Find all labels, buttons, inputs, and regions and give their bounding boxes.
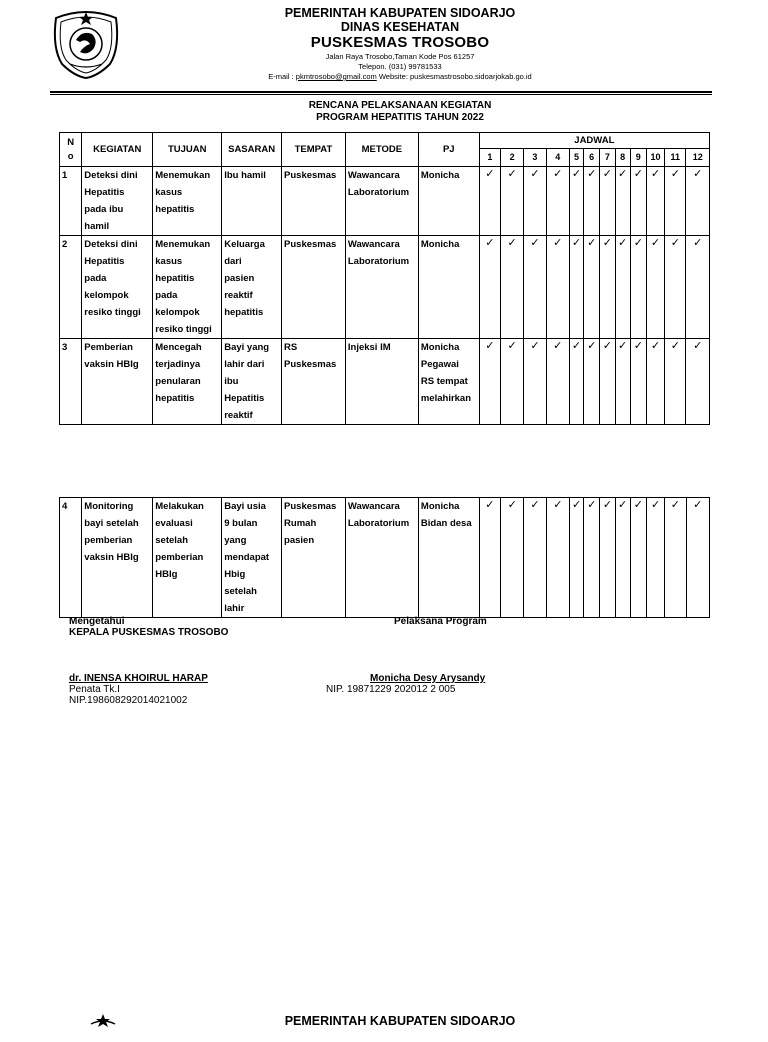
header-tempat: TEMPAT [282, 133, 346, 167]
check-mark-month-7: ✓ [600, 236, 615, 339]
header-month-5: 5 [569, 149, 583, 167]
cell-pj-line: Pegawai [420, 359, 459, 370]
check-mark-month-11: ✓ [665, 167, 686, 236]
cell-kegiatan-line: resiko tinggi [84, 307, 141, 318]
check-mark-month-2: ✓ [501, 498, 524, 618]
cell-tujuan-line: Menemukan [155, 170, 211, 181]
cell-tujuan-line: evaluasi [155, 518, 193, 529]
check-mark-month-1: ✓ [479, 498, 500, 618]
cell-tujuan-line: HBIg [155, 569, 178, 580]
check-mark-month-2: ✓ [500, 339, 523, 425]
check-mark-month-7: ✓ [600, 498, 615, 618]
cell-kegiatan [82, 339, 153, 425]
cell-sasaran [222, 498, 282, 618]
cell-kegiatan [82, 498, 153, 618]
cell-pj [418, 236, 479, 339]
head-nip: NIP.198608292014021002 [69, 695, 188, 706]
header-month-2: 2 [500, 149, 523, 167]
header-no [60, 133, 82, 167]
header-jadwal: JADWAL [479, 133, 709, 149]
check-mark-month-3: ✓ [524, 236, 546, 339]
cell-tujuan-line: resiko tinggi [155, 324, 212, 335]
check-mark-month-11: ✓ [665, 339, 686, 425]
check-mark-month-9: ✓ [630, 236, 646, 339]
check-mark-month-3: ✓ [524, 167, 546, 236]
cell-tempat [282, 236, 346, 339]
cell-kegiatan-line: Deteksi dini [84, 239, 138, 250]
check-mark-month-4: ✓ [546, 236, 569, 339]
cell-sasaran-line: dari [224, 256, 242, 267]
check-mark-month-4: ✓ [546, 167, 569, 236]
cell-pj-line: Monicha [420, 239, 460, 250]
cell-tempat-line: Puskesmas [284, 501, 337, 512]
cell-metode [345, 498, 418, 618]
cell-tujuan-line: penularan [155, 376, 201, 387]
cell-sasaran-line: setelah [224, 586, 257, 597]
header-month-1: 1 [479, 149, 500, 167]
next-page-government-name: PEMERINTAH KABUPATEN SIDOARJO [284, 1014, 516, 1028]
header-month-7: 7 [600, 149, 615, 167]
cell-pj [418, 498, 479, 618]
header-month-10: 10 [646, 149, 664, 167]
cell-kegiatan-line: vaksin HBIg [84, 552, 139, 563]
cell-metode [345, 339, 418, 425]
check-mark-month-6: ✓ [584, 498, 600, 618]
check-mark-month-7: ✓ [600, 167, 615, 236]
check-mark-month-8: ✓ [615, 236, 630, 339]
cell-sasaran-line: lahir dari [224, 359, 265, 370]
header-month-4: 4 [546, 149, 569, 167]
check-mark-month-5: ✓ [569, 167, 583, 236]
cell-tempat-line: RS [284, 342, 298, 353]
cell-tujuan-line: Menemukan [155, 239, 211, 250]
check-mark-month-1: ✓ [479, 167, 500, 236]
check-mark-month-6: ✓ [584, 339, 600, 425]
cell-tempat-line: Puskesmas [284, 359, 337, 370]
cell-sasaran-line: mendapat [224, 552, 270, 563]
cell-sasaran-line: pasien [224, 273, 255, 284]
table-row [60, 339, 710, 425]
cell-tujuan [153, 236, 222, 339]
header-pj: PJ [418, 133, 479, 167]
cell-sasaran-line: Bayi usia [224, 501, 266, 512]
email-link[interactable]: pkmtrosobo@gmail.com [295, 72, 377, 81]
check-mark-month-6: ✓ [584, 167, 600, 236]
cell-pj-line: Bidan desa [420, 518, 472, 529]
check-mark-month-11: ✓ [665, 498, 686, 618]
government-name: PEMERINTAH KABUPATEN SIDOARJO [284, 6, 516, 20]
header-tujuan: TUJUAN [153, 133, 222, 167]
cell-kegiatan-line: Monitoring [84, 501, 134, 512]
cell-no: 1 [60, 167, 82, 236]
check-mark-month-2: ✓ [500, 236, 523, 339]
cell-metode-line: Laboratorium [347, 518, 410, 529]
cell-sasaran-line: ibu [224, 376, 239, 387]
cell-pj [418, 167, 479, 236]
cell-metode-line: Laboratorium [347, 187, 410, 198]
check-mark-month-7: ✓ [600, 339, 615, 425]
check-mark-month-9: ✓ [630, 167, 646, 236]
cell-sasaran [222, 339, 282, 425]
cell-sasaran [222, 236, 282, 339]
cell-kegiatan-line: vaksin HBIg [84, 359, 139, 370]
cell-tempat-line: Rumah [284, 518, 317, 529]
cell-metode-line: Laboratorium [347, 256, 410, 267]
cell-tujuan-line: pemberian [155, 552, 204, 563]
title-line-1: RENCANA PELAKSANAAN KEGIATAN [308, 100, 492, 111]
cell-tujuan [153, 498, 222, 618]
cell-sasaran-line: reaktif [224, 290, 253, 301]
cell-pj-line: melahirkan [420, 393, 472, 404]
check-mark-month-1: ✓ [479, 236, 500, 339]
cell-kegiatan [82, 167, 153, 236]
cell-metode [345, 236, 418, 339]
check-mark-month-9: ✓ [630, 339, 646, 425]
document-title [200, 100, 600, 124]
cell-tujuan-line: hepatitis [155, 204, 195, 215]
header-month-8: 8 [615, 149, 630, 167]
check-mark-month-12: ✓ [686, 498, 709, 618]
executor-nip: NIP. 19871229 202012 2 005 [326, 684, 456, 695]
cell-sasaran-line: Bayi yang [224, 342, 270, 353]
cell-no: 2 [60, 236, 82, 339]
check-mark-month-12: ✓ [686, 339, 710, 425]
check-mark-month-12: ✓ [686, 167, 710, 236]
header-month-6: 6 [584, 149, 600, 167]
email-label: E-mail : [268, 72, 294, 81]
header-kegiatan: KEGIATAN [82, 133, 153, 167]
header-month-12: 12 [686, 149, 710, 167]
letterhead-divider [50, 91, 712, 95]
sidoarjo-emblem-logo [50, 4, 122, 80]
cell-tujuan [153, 167, 222, 236]
check-mark-month-4: ✓ [546, 339, 569, 425]
program-executor-label: Pelaksana Program [394, 616, 487, 627]
cell-tempat-line: Puskesmas [284, 239, 337, 250]
head-name: dr. INENSA KHOIRUL HARAP [69, 673, 208, 684]
head-title: KEPALA PUSKESMAS TROSOBO [69, 627, 229, 638]
cell-sasaran-line: Hbig [224, 569, 246, 580]
cell-tujuan-line: Melakukan [155, 501, 204, 512]
check-mark-month-11: ✓ [665, 236, 686, 339]
header-no-top: N [67, 136, 75, 148]
executor-name: Monicha Desy Arysandy [370, 673, 486, 684]
check-mark-month-10: ✓ [646, 498, 664, 618]
cell-sasaran-line: lahir [224, 603, 245, 614]
signatory-right [326, 673, 485, 695]
cell-no: 3 [60, 339, 82, 425]
cell-pj-line: Monicha [420, 342, 460, 353]
contact-line [200, 72, 600, 82]
title-line-2: PROGRAM HEPATITIS TAHUN 2022 [316, 112, 484, 123]
cell-kegiatan-line: Hepatitis [84, 256, 125, 267]
cell-sasaran-line: Ibu hamil [224, 170, 266, 181]
cell-tujuan-line: setelah [155, 535, 189, 546]
cell-tujuan-line: Mencegah [155, 342, 202, 353]
cell-metode-line: Wawancara [347, 239, 400, 250]
check-mark-month-8: ✓ [615, 339, 630, 425]
check-mark-month-3: ✓ [524, 339, 546, 425]
cell-tempat-line: pasien [284, 535, 315, 546]
check-mark-month-10: ✓ [646, 167, 664, 236]
cell-tempat [282, 339, 346, 425]
table-row [60, 167, 710, 236]
letterhead [200, 6, 600, 82]
cell-sasaran-line: Hepatitis [224, 393, 265, 404]
cell-kegiatan-line: Deteksi dini [84, 170, 138, 181]
check-mark-month-1: ✓ [479, 339, 500, 425]
cell-metode-line: Injeksi IM [347, 342, 391, 353]
cell-sasaran-line: Keluarga [224, 239, 265, 250]
cell-tujuan-line: hepatitis [155, 273, 195, 284]
cell-tujuan-line: kasus [155, 187, 183, 198]
cell-tempat [282, 167, 346, 236]
check-mark-month-8: ✓ [615, 498, 630, 618]
cell-pj-line: Monicha [420, 501, 460, 512]
activity-plan-table [59, 132, 710, 425]
sidoarjo-emblem-logo-next-page [88, 1012, 118, 1042]
check-mark-month-4: ✓ [546, 498, 569, 618]
address: Jalan Raya Trosobo,Taman Kode Pos 61257 [325, 52, 475, 61]
check-mark-month-10: ✓ [646, 236, 664, 339]
cell-metode-line: Wawancara [347, 501, 400, 512]
cell-pj-line: Monicha [420, 170, 460, 181]
cell-kegiatan [82, 236, 153, 339]
cell-kegiatan-line: pemberian [84, 535, 133, 546]
cell-sasaran-line: 9 bulan [224, 518, 258, 529]
check-mark-month-6: ✓ [584, 236, 600, 339]
head-rank: Penata Tk.I [69, 684, 120, 695]
check-mark-month-5: ✓ [569, 236, 583, 339]
website: Website: puskesmastrosobo.sidoarjokab.go.id [378, 72, 532, 81]
cell-sasaran-line: yang [224, 535, 247, 546]
check-mark-month-3: ✓ [524, 498, 546, 618]
cell-sasaran [222, 167, 282, 236]
check-mark-month-5: ✓ [569, 339, 583, 425]
check-mark-month-9: ✓ [630, 498, 646, 618]
cell-tempat [282, 498, 346, 618]
cell-kegiatan-line: pada [84, 273, 107, 284]
header-month-11: 11 [665, 149, 686, 167]
cell-tujuan [153, 339, 222, 425]
cell-sasaran-line: reaktif [224, 410, 253, 421]
cell-kegiatan-line: Pemberian [84, 342, 133, 353]
cell-kegiatan-line: hamil [84, 221, 110, 232]
signatory-left [69, 673, 208, 706]
cell-kegiatan-line: Hepatitis [84, 187, 125, 198]
signature-block-left [69, 616, 228, 638]
header-metode: METODE [345, 133, 418, 167]
table-row [60, 498, 710, 618]
cell-tujuan-line: hepatitis [155, 393, 195, 404]
header-month-3: 3 [524, 149, 546, 167]
phone: Telepon. (031) 99781533 [358, 62, 442, 71]
cell-kegiatan-line: bayi setelah [84, 518, 139, 529]
table-row [60, 236, 710, 339]
cell-sasaran-line: hepatitis [224, 307, 264, 318]
header-no-bottom: o [67, 150, 74, 162]
cell-tujuan-line: terjadinya [155, 359, 201, 370]
check-mark-month-8: ✓ [615, 167, 630, 236]
check-mark-month-2: ✓ [500, 167, 523, 236]
activity-plan-table-continued [59, 497, 710, 618]
cell-no: 4 [60, 498, 82, 618]
check-mark-month-12: ✓ [686, 236, 710, 339]
acknowledged-label: Mengetahui [69, 616, 125, 627]
institution-name: PUSKESMAS TROSOBO [310, 34, 490, 51]
cell-tujuan-line: kelompok [155, 307, 200, 318]
check-mark-month-5: ✓ [569, 498, 583, 618]
cell-pj [418, 339, 479, 425]
cell-kegiatan-line: kelompok [84, 290, 129, 301]
check-mark-month-10: ✓ [646, 339, 664, 425]
cell-metode-line: Wawancara [347, 170, 400, 181]
cell-tujuan-line: pada [155, 290, 178, 301]
header-sasaran: SASARAN [222, 133, 282, 167]
department-name: DINAS KESEHATAN [340, 20, 460, 34]
cell-kegiatan-line: pada ibu [84, 204, 124, 215]
cell-metode [345, 167, 418, 236]
header-month-9: 9 [630, 149, 646, 167]
cell-pj-line: RS tempat [420, 376, 468, 387]
cell-tempat-line: Puskesmas [284, 170, 337, 181]
cell-tujuan-line: kasus [155, 256, 183, 267]
